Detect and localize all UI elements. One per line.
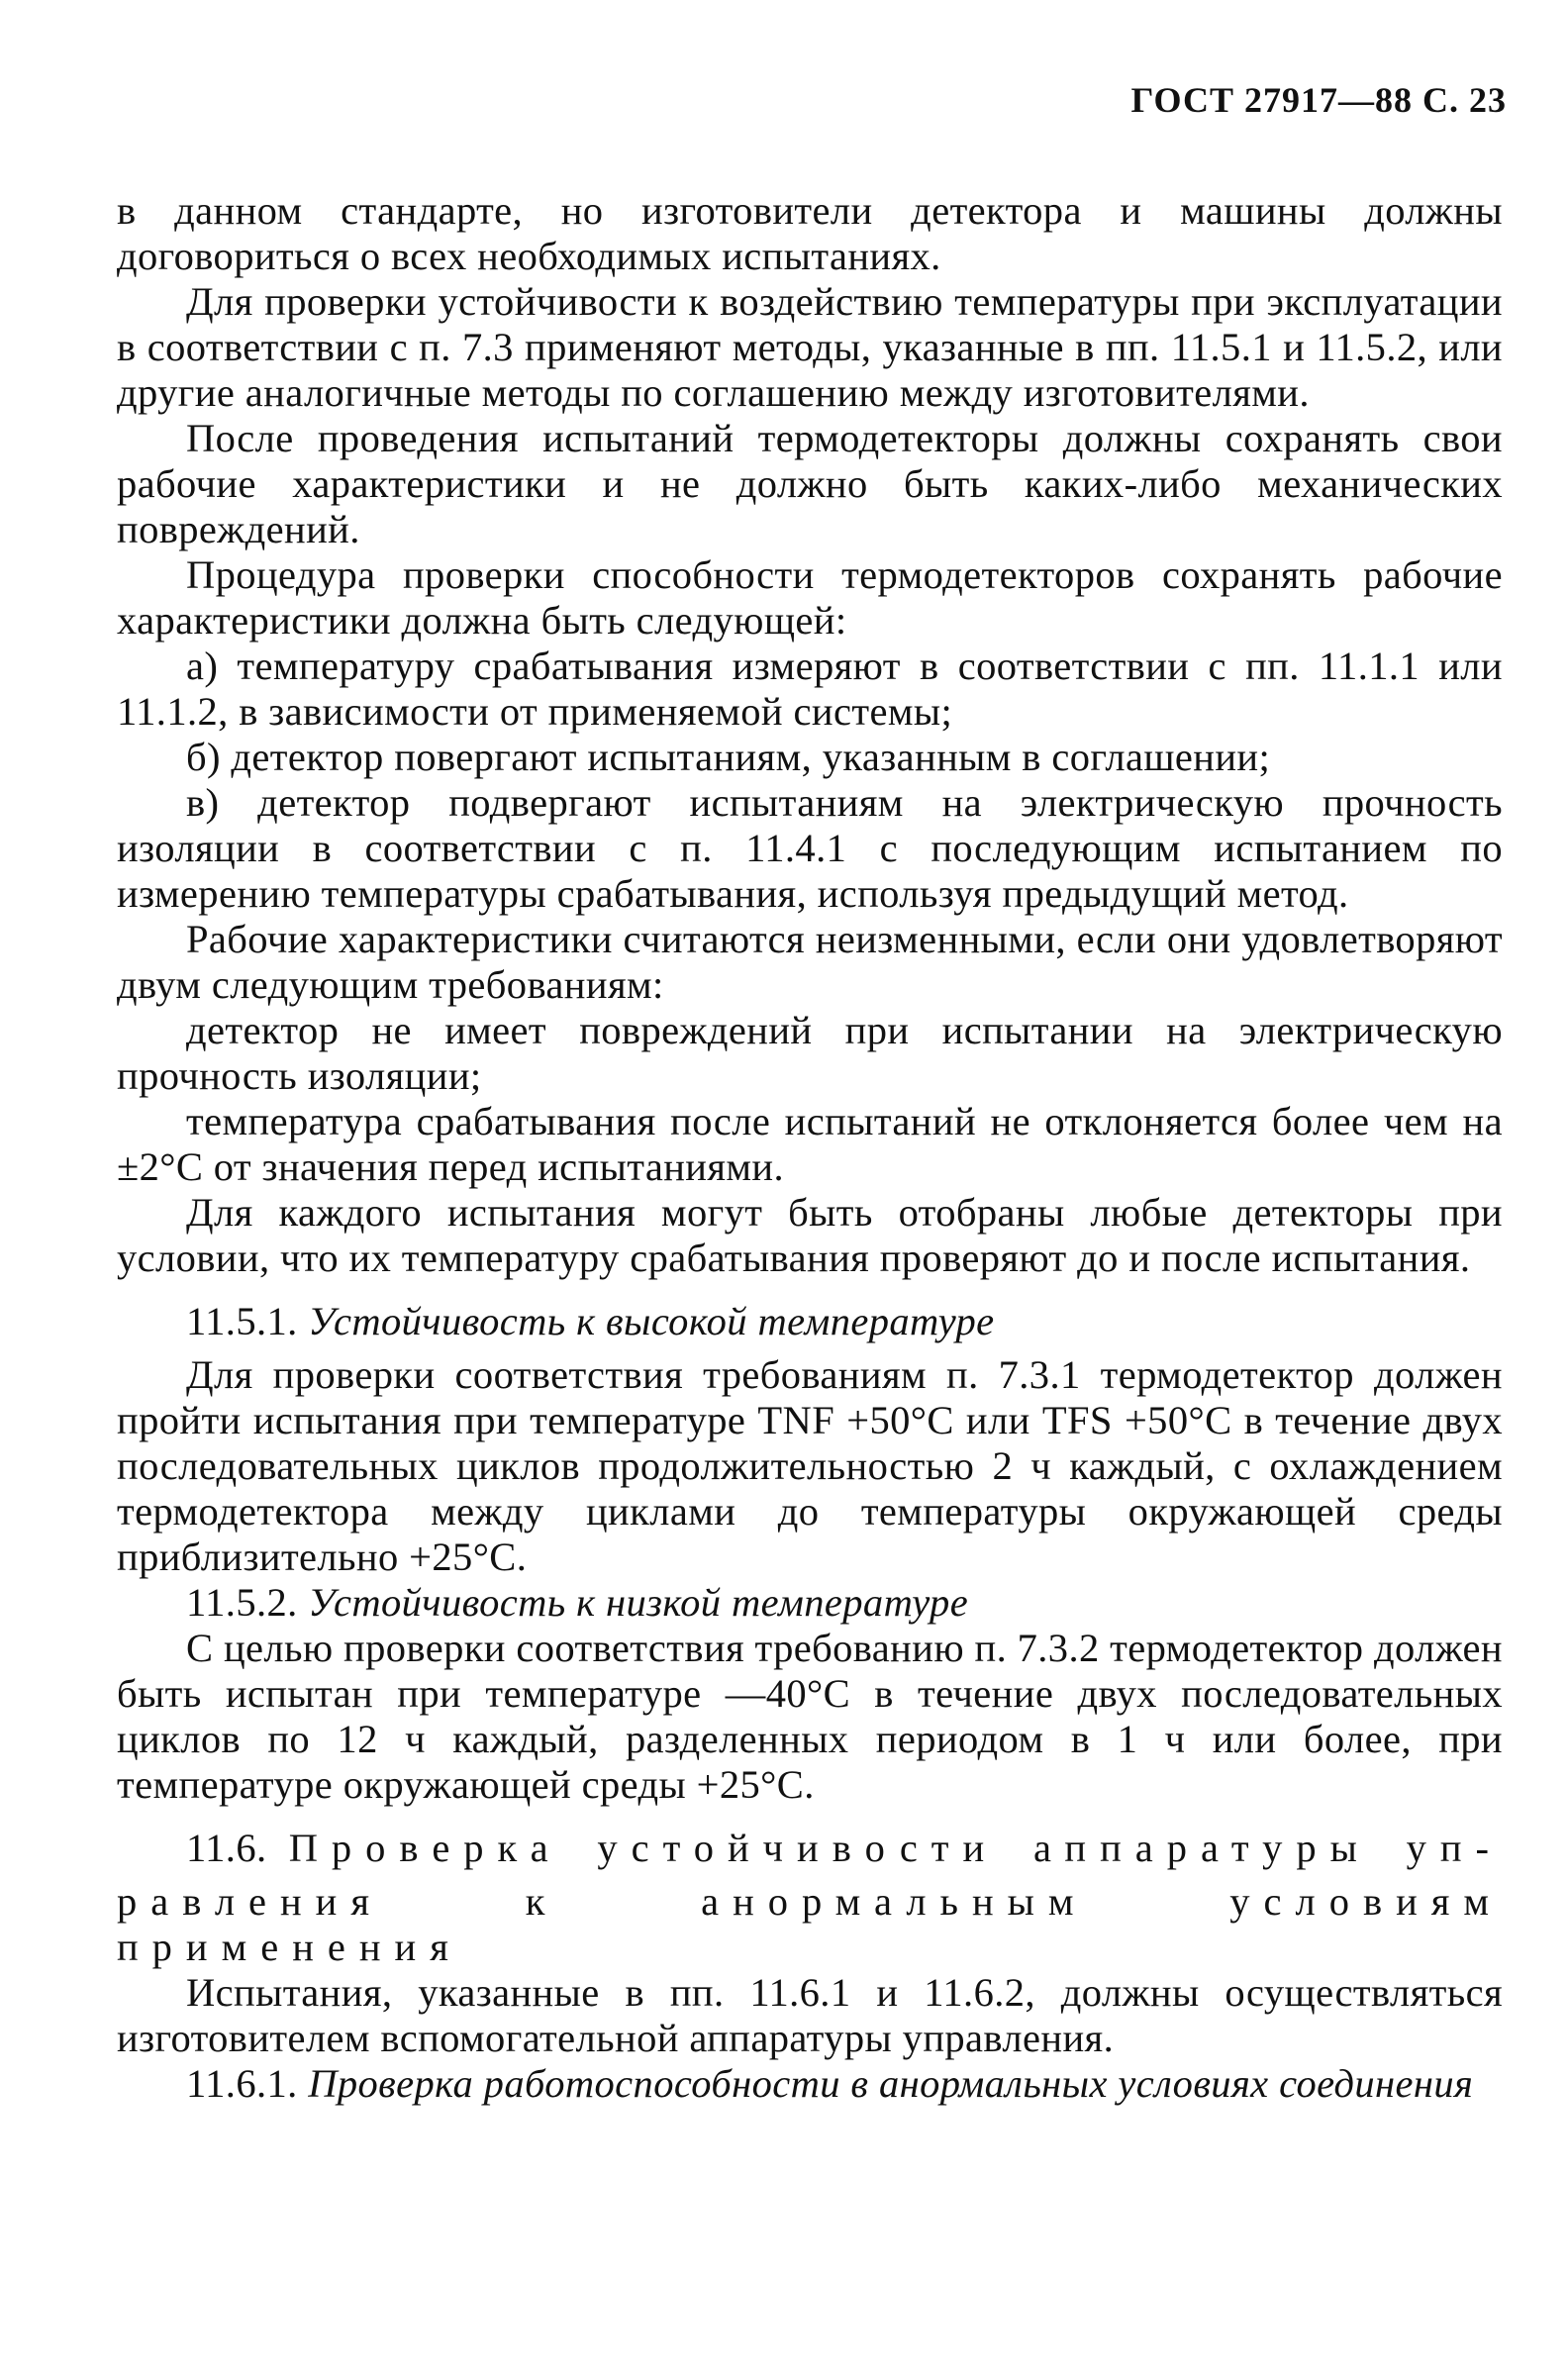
document-page [117, 79, 1507, 2107]
paragraph-control-equipment: Испытания, указанные в пп. 11.6.1 и 11.6.2, должны осуществляться изготовителем вспомогательной аппаратуры управления. [117, 1970, 1503, 2060]
section-title: Устойчивость к высокой температуре [308, 1299, 995, 1343]
page-header [117, 79, 1507, 139]
paragraph-temperature-methods: Для проверки устойчивости к воздействию температуры при эксплуатации в соответствии с п. 7.3 применяют методы, указанные в пп. 11.5.1 и 11.5.2, или другие аналогичные методы по соглашению между изготовителями. [117, 279, 1503, 415]
section-title: Проверка работоспособности в анормальных условиях соединения [308, 2061, 1474, 2106]
section-11-5-1-heading [117, 1299, 1503, 1344]
section-title: Устойчивость к низкой температуре [308, 1580, 969, 1625]
section-title-line-1: Проверка устойчивости аппаратуры уп- [288, 1826, 1503, 1870]
section-11-6-1-heading [117, 2061, 1503, 2107]
section-11-6-heading-cont [117, 1879, 1503, 1970]
section-number: 11.5.1. [186, 1299, 298, 1343]
section-11-5-2-heading [117, 1580, 1503, 1626]
paragraph-high-temperature: Для проверки соответствия требованиям п. 7.3.1 термодетектор должен пройти испытания при температуре TNF +50°С или TFS +50°С в течение двух последовательных циклов продолжительностью 2 ч каждый, с охлаждением термодетектора между циклами до температуры окружающей среды приблизительно +25°С. [117, 1352, 1503, 1579]
section-number: 11.5.2. [186, 1580, 298, 1625]
paragraph-continuation: в данном стандарте, но изготовители детектора и машины должны договориться о всех необходимых испытаниях. [117, 188, 1503, 278]
requirement-1: детектор не имеет повреждений при испытании на электрическую прочность изоляции; [117, 1008, 1503, 1098]
paragraph-detector-selection: Для каждого испытания могут быть отобраны любые детекторы при условии, что их температуру срабатывания проверяют до и после испытания. [117, 1190, 1503, 1280]
document-body [117, 188, 1503, 2107]
list-item-c: в) детектор подвергают испытаниям на электрическую прочность изоляции в соответствии с п. 11.4.1 с последующим испытанием по измерению температуры срабатывания, используя предыдущий метод. [117, 780, 1503, 916]
list-item-b: б) детектор повергают испытаниям, указанным в соглашении; [186, 735, 1271, 779]
requirement-2: температура срабатывания после испытаний не отклоняется более чем на ±2°С от значения перед испытаниями. [117, 1099, 1503, 1189]
section-number: 11.6. [186, 1826, 267, 1870]
standard-page-reference: ГОСТ 27917—88 С. 23 [1130, 80, 1507, 120]
paragraph-characteristics: Рабочие характеристики считаются неизменными, если они удовлетворяют двум следующим требованиям: [117, 917, 1503, 1007]
section-11-6-heading [117, 1826, 1503, 1871]
list-item-a: а) температуру срабатывания измеряют в соответствии с пп. 11.1.1 или 11.1.2, в зависимости от применяемой системы; [117, 644, 1503, 734]
section-title-line-2: равления к анормальным условиям применения [117, 1879, 1503, 1969]
paragraph-procedure: Процедура проверки способности термодетекторов сохранять рабочие характеристики должна быть следующей: [117, 552, 1503, 643]
paragraph-low-temperature: С целью проверки соответствия требованию п. 7.3.2 термодетектор должен быть испытан при температуре —40°С в течение двух последовательных циклов по 12 ч каждый, разделенных периодом в 1 ч или более, при температуре окружающей среды +25°С. [117, 1626, 1503, 1807]
section-number: 11.6.1. [186, 2061, 298, 2106]
paragraph-after-tests: После проведения испытаний термодетекторы должны сохранять свои рабочие характеристики и не должно быть каких-либо механических повреждений. [117, 416, 1503, 551]
